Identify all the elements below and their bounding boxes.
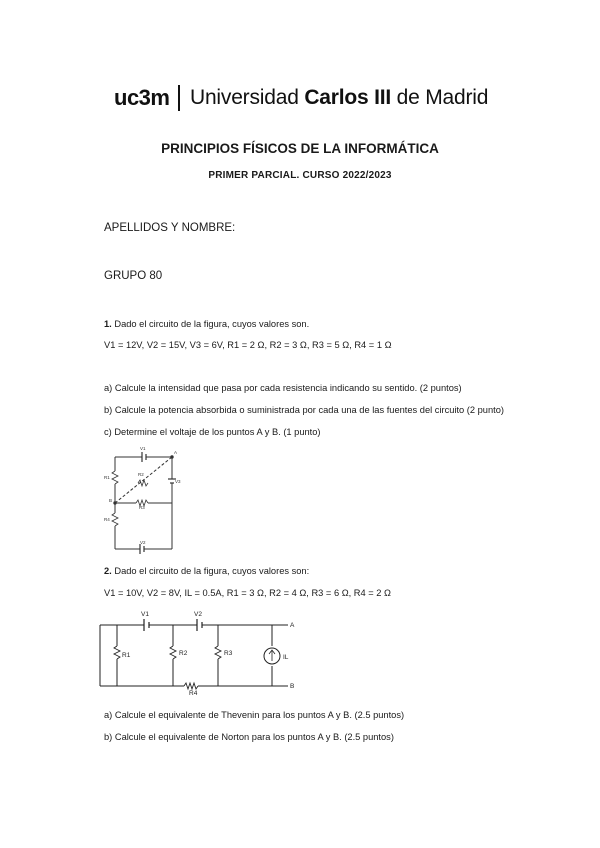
v1-label: V1 xyxy=(140,446,146,451)
group-label: GRUPO 80 xyxy=(104,270,163,282)
problem1-question-b: b) Calcule la potencia absorbida o suministrada por cada una de las fuentes del circuito (2 punto) xyxy=(104,405,505,415)
r4-label: R4 xyxy=(104,517,110,522)
r4-resistor xyxy=(112,513,118,526)
node-a xyxy=(171,456,173,458)
logo-divider xyxy=(178,85,180,111)
problem2-question-b: b) Calcule el equivalente de Norton para los puntos A y B. (2.5 puntos) xyxy=(104,732,394,742)
node-b xyxy=(114,502,116,504)
terminal-a-label: A xyxy=(290,622,295,629)
document-subtitle: PRIMER PARCIAL. CURSO 2022/2023 xyxy=(208,170,392,181)
problem2-statement: 2. Dado el circuito de la figura, cuyos valores son: xyxy=(104,566,310,576)
problem1-values: V1 = 12V, V2 = 15V, V3 = 6V, R1 = 2 Ω, R2 = 3 Ω, R3 = 5 Ω, R4 = 1 Ω xyxy=(104,340,392,350)
v3-label: V3 xyxy=(175,479,181,484)
logo-mark: uc3m xyxy=(114,85,170,110)
problem1-statement: 1. Dado el circuito de la figura, cuyos valores son. xyxy=(104,319,310,329)
r4-label: R4 xyxy=(189,690,198,697)
il-label: IL xyxy=(283,654,289,661)
problem1-question-a: a) Calcule la intensidad que pasa por cada resistencia indicando su sentido. (2 puntos) xyxy=(104,383,462,393)
problem1-number: 1. xyxy=(104,319,112,329)
r3-resistor xyxy=(215,646,221,659)
v1-label: V1 xyxy=(141,611,149,618)
r1-resistor xyxy=(112,471,118,484)
problem2-values: V1 = 10V, V2 = 8V, IL = 0.5A, R1 = 3 Ω, R2 = 4 Ω, R3 = 6 Ω, R4 = 2 Ω xyxy=(104,588,391,598)
circuit-2-diagram xyxy=(100,606,300,696)
r1-resistor xyxy=(114,646,120,659)
r4-resistor xyxy=(184,683,198,689)
name-field-label: APELLIDOS Y NOMBRE: xyxy=(104,222,236,234)
problem1-question-c: c) Determine el voltaje de los puntos A y B. (1 punto) xyxy=(104,427,321,437)
v2-label: V2 xyxy=(140,540,146,545)
r3-label: R3 xyxy=(224,650,233,657)
r1-label: R1 xyxy=(104,475,110,480)
university-logo xyxy=(114,84,488,112)
r2-resistor xyxy=(170,646,176,659)
document-title: PRINCIPIOS FÍSICOS DE LA INFORMÁTICA xyxy=(161,141,439,156)
r2-label: R2 xyxy=(138,472,144,477)
problem2-number: 2. xyxy=(104,566,112,576)
node-b-label: B xyxy=(109,498,113,503)
problem2-question-a: a) Calcule el equivalente de Thevenin para los puntos A y B. (2.5 puntos) xyxy=(104,710,405,720)
circuit-1-diagram xyxy=(100,445,195,555)
r1-label: R1 xyxy=(122,652,131,659)
r2-label: R2 xyxy=(179,650,188,657)
node-a-label: A xyxy=(174,450,178,455)
r3-label: R3 xyxy=(139,505,145,510)
terminal-b-label: B xyxy=(290,683,295,690)
v2-label: V2 xyxy=(194,611,202,618)
logo-university-name: Universidad Carlos III de Madrid xyxy=(189,86,489,109)
r2-branch xyxy=(115,457,172,503)
